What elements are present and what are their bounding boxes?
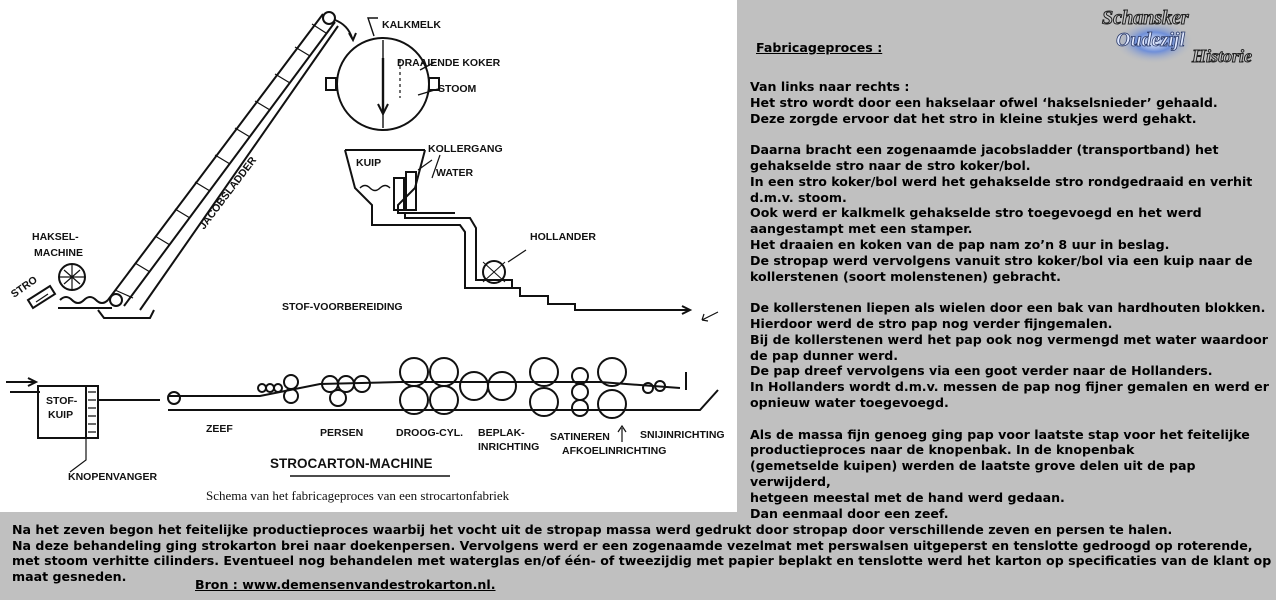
label-jacobsladder: JACOBSLADDER [196,154,260,232]
source-link[interactable]: Bron : www.demensenvandestrokarton.nl. [195,577,496,592]
hollander [465,250,718,321]
logo-line2: Oudezijl [1116,29,1185,51]
label-snijinrichting: SNIJINRICHTING [640,429,725,441]
label-kuip: KUIP [356,157,382,169]
label-afkoelinrichting: AFKOELINRICHTING [562,445,667,457]
label-stro: STRO [8,273,40,301]
logo-line1: Schansker [1102,7,1189,29]
label-knopenvanger: KNOPENVANGER [68,471,158,483]
label-hollander: HOLLANDER [530,231,596,243]
label-stof-voorbereiding: STOF-VOORBEREIDING [282,301,403,313]
label-stof: STOF- [46,395,78,407]
strocarton-machine-line [168,358,718,476]
logo-line3: Historie [1192,46,1253,66]
label-droog-cyl: DROOG-CYL. [396,427,464,439]
process-diagram [0,0,737,512]
jacobsladder-conveyor [108,12,356,310]
label-inrichting: INRICHTING [478,441,540,453]
label-kalkmelk: KALKMELK [382,19,441,31]
paragraph-4: Als de massa fijn genoeg ging pap voor laatste stap voor het feitelijke productieproces naar de knopenbak. In de knopenbak (gemetselde kuipen) werden de laatste grove delen uit de pap verwijderd, hetgeen meestal met de hand werd gedaan. Dan eenmaal door een zeef. [750,426,1250,521]
paragraph-3: De kollerstenen liepen als wielen door een bak van hardhouten blokken. Hierdoor werd de stro pap nog verder fijngemalen. Bij de kollerstenen werd het pap ook nog vermengd met water waardoor de pap dunner werd. De pap dreef vervolgens via een goot verder naar de Hollanders. In Hollanders wordt d.m.v. messen de pap nog fijner gemalen en werd er opnieuw water toegevoegd. [750,300,1269,410]
draaiende-koker [326,18,439,130]
process-schematic [0,0,737,512]
paragraph-1: Van links naar rechts : Het stro wordt door een hakselaar ofwel ‘hakselsnieder’ gehaald. Deze zorgde ervoor dat het stro in kleine stukjes werd gehakt. [750,79,1218,126]
stofkuip [6,378,160,472]
label-kuip-2: KUIP [48,409,74,421]
label-beplak: BEPLAK- [478,427,525,439]
label-zeef: ZEEF [206,423,233,435]
label-haksel: HAKSEL- [32,231,79,243]
explanation-paragraphs [750,79,1274,537]
bottom-paragraph: Na het zeven begon het feitelijke productieproces waarbij het vocht uit de stropap massa werd gedrukt door stropap door verschillende zeven en persen te halen. Na deze behandeling ging strokarton brei naar doekenpersen. Vervolgens werd er een zogenaamde vezelmat met perswalsen uitgeperst en tenslotte gedroogd op roterende, met stoom verhitte cilinders. Eventueel nog behandelen met waterglas en/of één- of tweezijdig met papier beplakt en tenslotte werd het karton op specificaties van de klant op maat gesneden. [12,522,1272,584]
paragraph-2: Daarna bracht een zogenaamde jacobsladder (transportband) het gehakselde stro naar de stro koker/bol. In een stro koker/bol werd het gehakselde stro rondgedraaid en verhit d.m.v. stoom. Ook werd er kalkmelk gehakselde stro toegevoegd en het werd aangestampt met een stamper. Het draaien en koken van de pap nam zo’n 8 uur in beslag. De stropap werd vervolgens vanuit stro koker/bol via een kuip naar de kollerstenen (soort molenstenen) gebracht. [750,142,1253,284]
diagram-caption: Schema van het fabricageproces van een strocartonfabriek [206,488,510,503]
label-strocarton-machine: STROCARTON-MACHINE [270,456,433,471]
label-machine: MACHINE [34,247,83,259]
explanation-panel [750,0,1276,521]
label-water: WATER [436,167,474,179]
label-draaiende-koker: DRAAIENDE KOKER [397,57,501,69]
label-kollergang: KOLLERGANG [428,143,503,155]
label-persen: PERSEN [320,427,364,439]
section-title: Fabricageproces : [756,40,883,55]
label-stoom: STOOM [438,83,477,95]
label-satineren: SATINEREN [550,431,610,443]
